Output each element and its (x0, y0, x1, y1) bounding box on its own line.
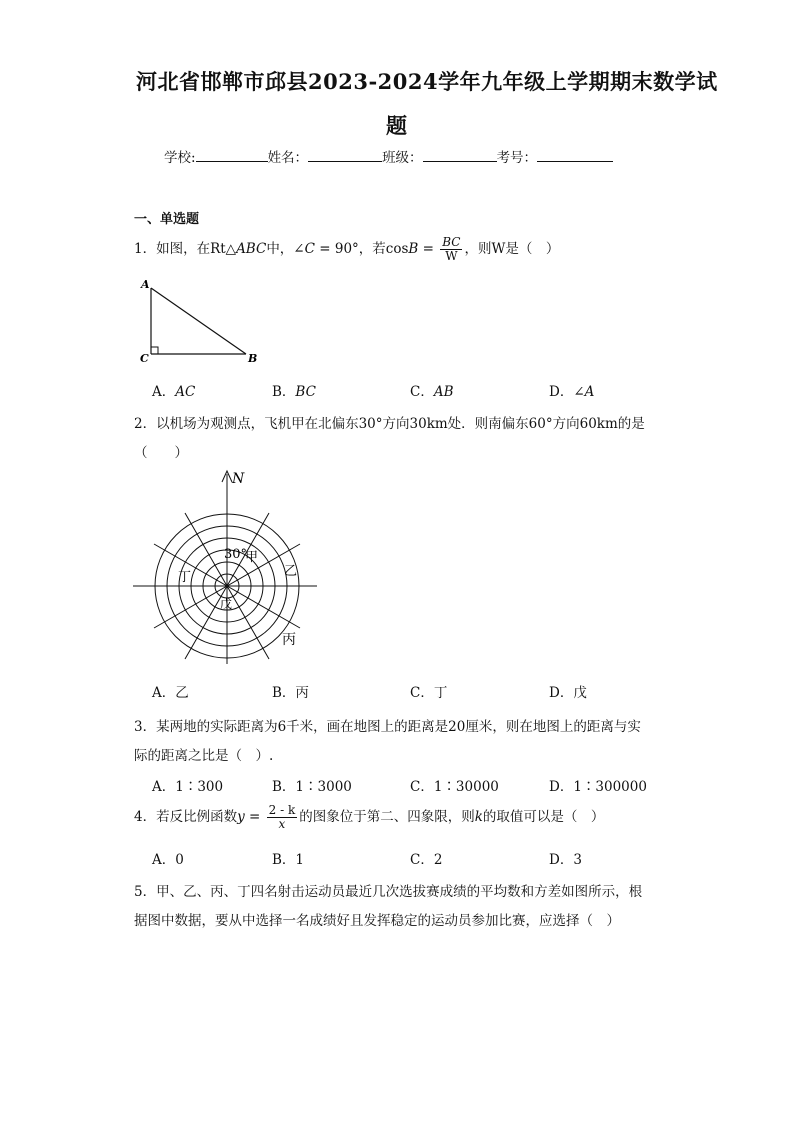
option-value: 0 (175, 852, 184, 868)
option-value: 1 (295, 852, 305, 868)
q1-angle-b: B (408, 241, 419, 257)
name-blank (308, 149, 382, 162)
question-5-text-line2: 据图中数据，要从中选择一名成绩好且发挥稳定的运动员参加比赛，应选择（ ） (134, 913, 620, 929)
student-info-line (164, 146, 613, 166)
question-2-text-line2: （ ） (134, 445, 188, 461)
name-label: 姓名： (267, 150, 309, 166)
option-value: 乙 (175, 685, 189, 701)
q4-text-part: 的取值可以是（ ） (482, 809, 605, 825)
q2-option-c[interactable] (410, 681, 447, 701)
q4-option-a[interactable] (152, 848, 184, 868)
q1-label-c: C (140, 352, 149, 365)
option-label: C． (410, 852, 434, 868)
option-label: C． (410, 685, 434, 701)
q2-label-angle: 30° (224, 547, 248, 562)
section-heading: 一、单选题 (134, 212, 200, 227)
school-blank (196, 149, 268, 162)
q2-label-north: N (232, 471, 245, 487)
class-blank (423, 149, 497, 162)
option-value: 1∶30000 (433, 779, 499, 795)
option-label: B． (272, 384, 296, 400)
option-value: 丁 (433, 685, 448, 701)
q3-option-b[interactable] (272, 775, 352, 795)
q4-fraction-denominator: x (278, 817, 286, 831)
q1-text-part: = 90°，若cos (314, 241, 409, 257)
q4-option-d[interactable] (549, 848, 582, 868)
q4-equals: = (244, 809, 265, 825)
option-value: 2 (433, 852, 443, 868)
option-label: A． (152, 779, 176, 795)
option-value: 1∶300000 (573, 779, 647, 795)
option-value: AB (433, 384, 454, 400)
q1-triangle-figure (136, 276, 266, 368)
q1-option-d[interactable] (549, 380, 594, 400)
option-value: 丙 (295, 685, 309, 701)
page-title-line2: 题 (386, 113, 408, 138)
q2-label-wu: 戊 (220, 597, 233, 611)
q1-text-part: 中，∠ (266, 241, 305, 257)
q1-text-part: 1．如图，在Rt△ (134, 241, 237, 257)
q2-label-yi: 乙 (284, 564, 298, 579)
q2-option-b[interactable] (272, 681, 309, 701)
school-label: 学校: (164, 150, 196, 166)
q1-triangle-name: ABC (236, 241, 267, 257)
option-label: D． (549, 384, 574, 400)
q1-angle-c: C (304, 241, 315, 257)
q4-var-k: k (474, 809, 483, 825)
q3-option-c[interactable] (410, 775, 499, 795)
question-3-text-line2: 际的距离之比是（ ）. (134, 748, 274, 764)
option-label: D． (549, 852, 574, 868)
question-5-text-line1: 5．甲、乙、丙、丁四名射击运动员最近几次选拔赛成绩的平均数和方差如图所示，根 (134, 884, 643, 900)
option-value: ∠A (573, 384, 595, 400)
q1-option-a[interactable] (152, 380, 195, 400)
question-4-text (134, 804, 604, 831)
class-label: 班级： (382, 150, 423, 166)
exam-no-label: 考号： (496, 150, 538, 166)
q2-label-ding: 丁 (178, 570, 192, 585)
q4-option-c[interactable] (410, 848, 442, 868)
q2-option-d[interactable] (549, 681, 587, 701)
q2-option-a[interactable] (152, 681, 189, 701)
q1-label-b: B (248, 352, 258, 365)
q2-label-bing: 丙 (282, 632, 296, 648)
q1-right-angle-mark (151, 347, 158, 354)
option-label: B． (272, 852, 296, 868)
q2-polar-figure (130, 464, 320, 664)
q3-option-d[interactable] (549, 775, 647, 795)
q4-option-b[interactable] (272, 848, 304, 868)
q3-option-a[interactable] (152, 775, 223, 795)
option-label: B． (272, 685, 296, 701)
option-label: C． (410, 779, 434, 795)
q1-fraction-denominator: W (445, 249, 458, 263)
q4-var-y: y (237, 809, 245, 825)
option-value: 1∶300 (175, 779, 224, 795)
option-value: 1∶3000 (295, 779, 352, 795)
option-value: AC (175, 384, 196, 400)
question-3-text-line1: 3．某两地的实际距离为6千米，画在地图上的距离是20厘米，则在地图上的距离与实 (134, 719, 641, 735)
option-label: D． (549, 685, 574, 701)
option-label: C． (410, 384, 434, 400)
page-title-line1: 河北省邯郸市邱县2023-2024学年九年级上学期期末数学试 (136, 69, 718, 94)
option-label: B． (272, 779, 296, 795)
option-label: D． (549, 779, 574, 795)
option-label: A． (152, 384, 176, 400)
q2-label-jia: 甲 (245, 550, 259, 565)
exam-no-blank (537, 149, 613, 162)
option-label: A． (152, 685, 176, 701)
q1-text-part: ，则W是（ ） (464, 241, 560, 257)
option-value: 3 (573, 852, 582, 868)
q1-fraction (440, 236, 462, 263)
q1-option-c[interactable] (410, 380, 454, 400)
q4-text-part: 的图象位于第二、四象限，则 (299, 809, 475, 825)
option-value: 戊 (573, 685, 587, 701)
question-1-text (134, 236, 559, 263)
question-2-text-line1: 2．以机场为观测点，飞机甲在北偏东30°方向30km处．则南偏东60°方向60km的是 (134, 416, 645, 432)
q4-fraction (267, 804, 298, 831)
q4-text-part: 4．若反比例函数 (134, 809, 238, 825)
q1-option-b[interactable] (272, 380, 316, 400)
q4-fraction-numerator: 2 - k (268, 803, 296, 817)
q1-fraction-numerator: BC (442, 235, 461, 249)
q1-equals: = (418, 241, 439, 257)
option-label: A． (152, 852, 176, 868)
q1-side-ab (151, 288, 246, 354)
option-value: BC (295, 384, 316, 400)
q1-label-a: A (141, 278, 150, 291)
